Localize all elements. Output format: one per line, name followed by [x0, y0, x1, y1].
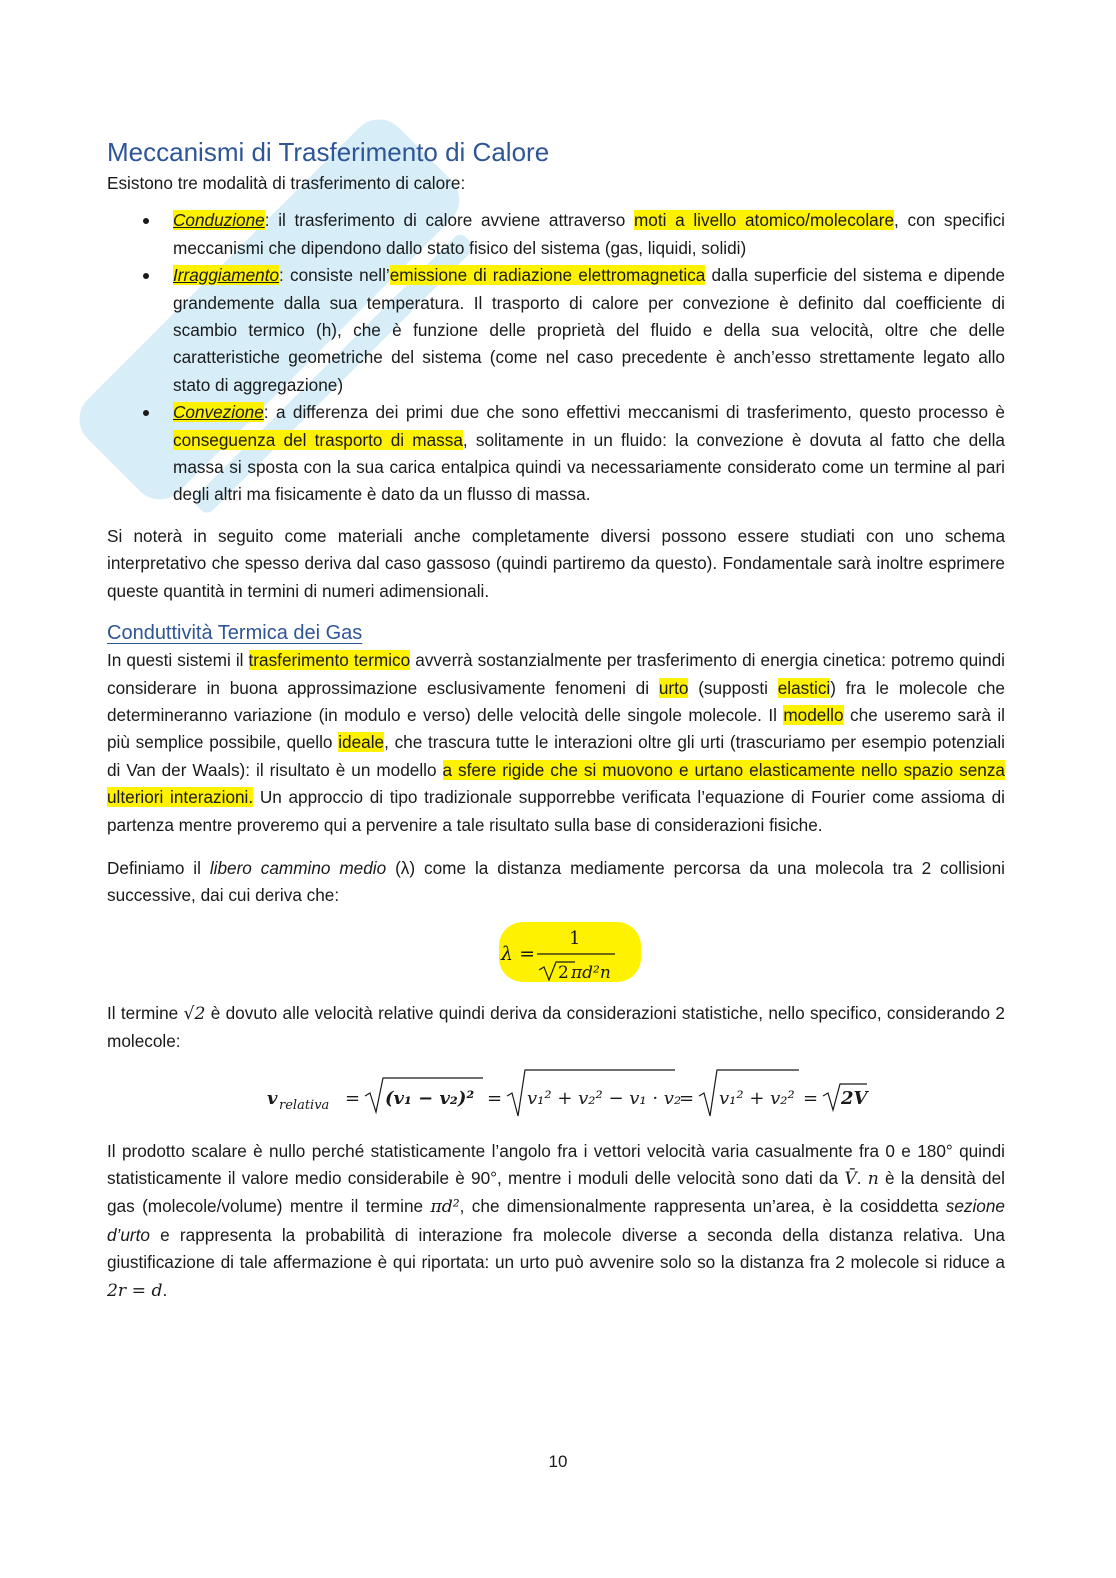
- mechanism-list: [107, 207, 1005, 508]
- text: .: [162, 1279, 168, 1300]
- eq-r1: (v₁ − v₂)²: [385, 1087, 475, 1109]
- highlight: conseguenza del trasporto di massa: [173, 429, 463, 450]
- text: che useremo sarà il più semplice possibile, quello: [107, 704, 1005, 753]
- bullet-icon: [143, 273, 149, 279]
- eq-r3: v₁² + v₂²: [719, 1087, 795, 1109]
- equation-lambda: [107, 922, 1005, 988]
- section-heading: Meccanismi di Trasferimento di Calore: [107, 137, 550, 167]
- highlight: a sfere rigide che si muovono e urtano elasticamente nello spazio senza ulteriori interazioni.: [107, 759, 1005, 808]
- paragraph-materials: Si noterà in seguito come materiali anche completamente diversi possono essere studiati con uno schema interpretativo che spesso deriva dal caso gassoso (quindi partiremo da questo). Fondamentale sarà inoltre esprimere queste quantità in termini di numeri adimensionali.: [107, 525, 1005, 601]
- list-text: , con specifici meccanismi che dipendono dallo stato fisico del sistema (gas, liquidi, solidi): [173, 210, 1005, 258]
- eq-r4: 2V: [841, 1087, 868, 1109]
- equation-relative-velocity: [107, 1066, 1005, 1126]
- math-vbar: V̄: [844, 1168, 857, 1189]
- emphasis: libero cammino medio: [209, 857, 387, 878]
- page-content: [107, 134, 1005, 1305]
- text: , che dimensionalmente rappresenta un’area, è la cosiddetta: [459, 1196, 946, 1217]
- eq-equals: =: [345, 1087, 361, 1109]
- text: (λ) come la distanza mediamente percorsa da una molecola tra 2 collisioni successive, dai cui deriva che:: [107, 857, 1005, 906]
- term-irraggiamento: Irraggiamento: [173, 265, 280, 286]
- text: avverrà sostanzialmente per trasferimento di energia cinetica: potremo quindi considerare in buona approssimazione esclusivamente fenomeni di: [107, 650, 1005, 698]
- list-item-irraggiamento: [107, 262, 1005, 399]
- text: ) fra le molecole che determineranno variazione (in modulo e verso) delle velocità delle singole molecole. Il: [107, 677, 1005, 725]
- eq-equals: =: [487, 1087, 503, 1109]
- page-number: 10: [548, 1452, 568, 1471]
- paragraph-sqrt2: [107, 1000, 1005, 1056]
- highlight: trasferimento termico: [248, 650, 411, 671]
- list-text: : a differenza dei primi due che sono effettivi meccanismi di trasferimento, questo processo è: [263, 402, 1005, 423]
- highlight: modello: [783, 704, 844, 725]
- highlight: ideale: [338, 732, 385, 753]
- highlight: emissione di radiazione elettromagnetica: [389, 265, 706, 286]
- paragraph-mean-free-path: [107, 855, 1005, 910]
- text: In questi sistemi il: [107, 650, 249, 671]
- text: è dovuto alle velocità relative quindi deriva da considerazioni statistiche, nello specifico, considerando 2 molecole:: [107, 1002, 1005, 1052]
- eq-equals: =: [803, 1087, 819, 1109]
- list-item-conduzione: [107, 207, 1005, 262]
- text: Un approccio di tipo tradizionale supporrebbe verificata l’equazione di Fourier come assioma di partenza mentre proveremo qui a pervenire a tale risultato sulla base di considerazioni fisiche.: [107, 787, 1005, 835]
- eq-v-sub: relativa: [279, 1097, 330, 1113]
- eq-v: v: [267, 1087, 278, 1109]
- text: .: [856, 1167, 868, 1188]
- term-convezione: Convezione: [173, 402, 264, 423]
- subsection-heading: Conduttività Termica dei Gas: [107, 622, 363, 645]
- emphasis: sezione d’urto: [107, 1196, 1005, 1245]
- text: Il prodotto scalare è nullo perché statisticamente l’angolo fra i vettori velocità varia casualmente fra 0 e 180° quindi statisticamente il valore medio considerabile è 90°, mentre i moduli delle velocità sono dati da: [107, 1140, 1005, 1188]
- math-2r-d: 2r = d: [107, 1280, 163, 1301]
- list-text: : consiste nell’: [279, 265, 390, 286]
- eq-equals: =: [679, 1087, 695, 1109]
- text: Definiamo il: [107, 857, 210, 878]
- equation-vrel-svg: [107, 1066, 1005, 1126]
- text: , che trascura tutte le interazioni oltre gli urti (trascuriamo per esempio potenziali di Van der Waals): il risultato è un modello: [107, 732, 1005, 780]
- list-item-convezione: [107, 399, 1005, 509]
- text: e rappresenta la probabilità di interazione fra molecole diverse a seconda della distanza relativa. Una giustificazione di tale affermazione è qui riportata: un urto può avvenire solo so la distanza fra 2 molecole si riduce a: [107, 1224, 1005, 1273]
- list-text: : il trasferimento di calore avviene attraverso: [264, 210, 634, 231]
- eq-den-sqrt: 2: [558, 962, 569, 983]
- bullet-icon: [143, 218, 149, 224]
- highlight: urto: [658, 677, 689, 698]
- math-pi-d2: πd²: [430, 1197, 460, 1218]
- math-n: n: [867, 1168, 879, 1189]
- math-sqrt2: √2: [183, 1003, 206, 1024]
- text: (supposti: [688, 677, 778, 698]
- list-text: , solitamente in un fluido: la convezione è dovuta al fatto che della massa si sposta con la sua carica entalpica quindi va necessariamente considerato come un termine al pari degli altri ma fisicamente è dato da un flusso di massa.: [173, 429, 1005, 505]
- paragraph-gas-model: [107, 647, 1005, 839]
- eq-r2: v₁² + v₂² − v₁ · v₂: [527, 1087, 682, 1109]
- sqrt-sign: [539, 962, 575, 980]
- text: Il termine: [107, 1002, 184, 1023]
- term-conduzione: Conduzione: [173, 210, 265, 231]
- list-text: dalla superficie del sistema e dipende grandemente dalla sua temperatura. Il trasporto di calore per convezione è definito dal coefficiente di scambio termico (h), che è funzione delle proprietà del fluido e della sua velocità, oltre che delle caratteristiche geometriche del sistema (come nel caso precedente è anch’esso strettamente legato allo stato di aggregazione): [173, 265, 1005, 395]
- paragraph-scalar-product: [107, 1138, 1005, 1305]
- eq-den-rest: πd²n: [571, 962, 611, 983]
- bullet-icon: [143, 410, 149, 416]
- eq-lhs: λ =: [501, 942, 536, 965]
- text: è la densità del gas (molecole/volume) mentre il termine: [107, 1167, 1005, 1217]
- equation-lambda-svg: [107, 922, 1005, 988]
- highlight: moti a livello atomico/molecolare: [633, 210, 895, 231]
- intro-paragraph: Esistono tre modalità di trasferimento di calore:: [107, 173, 466, 193]
- eq-numerator: 1: [569, 927, 581, 949]
- highlight: elastici: [777, 677, 831, 698]
